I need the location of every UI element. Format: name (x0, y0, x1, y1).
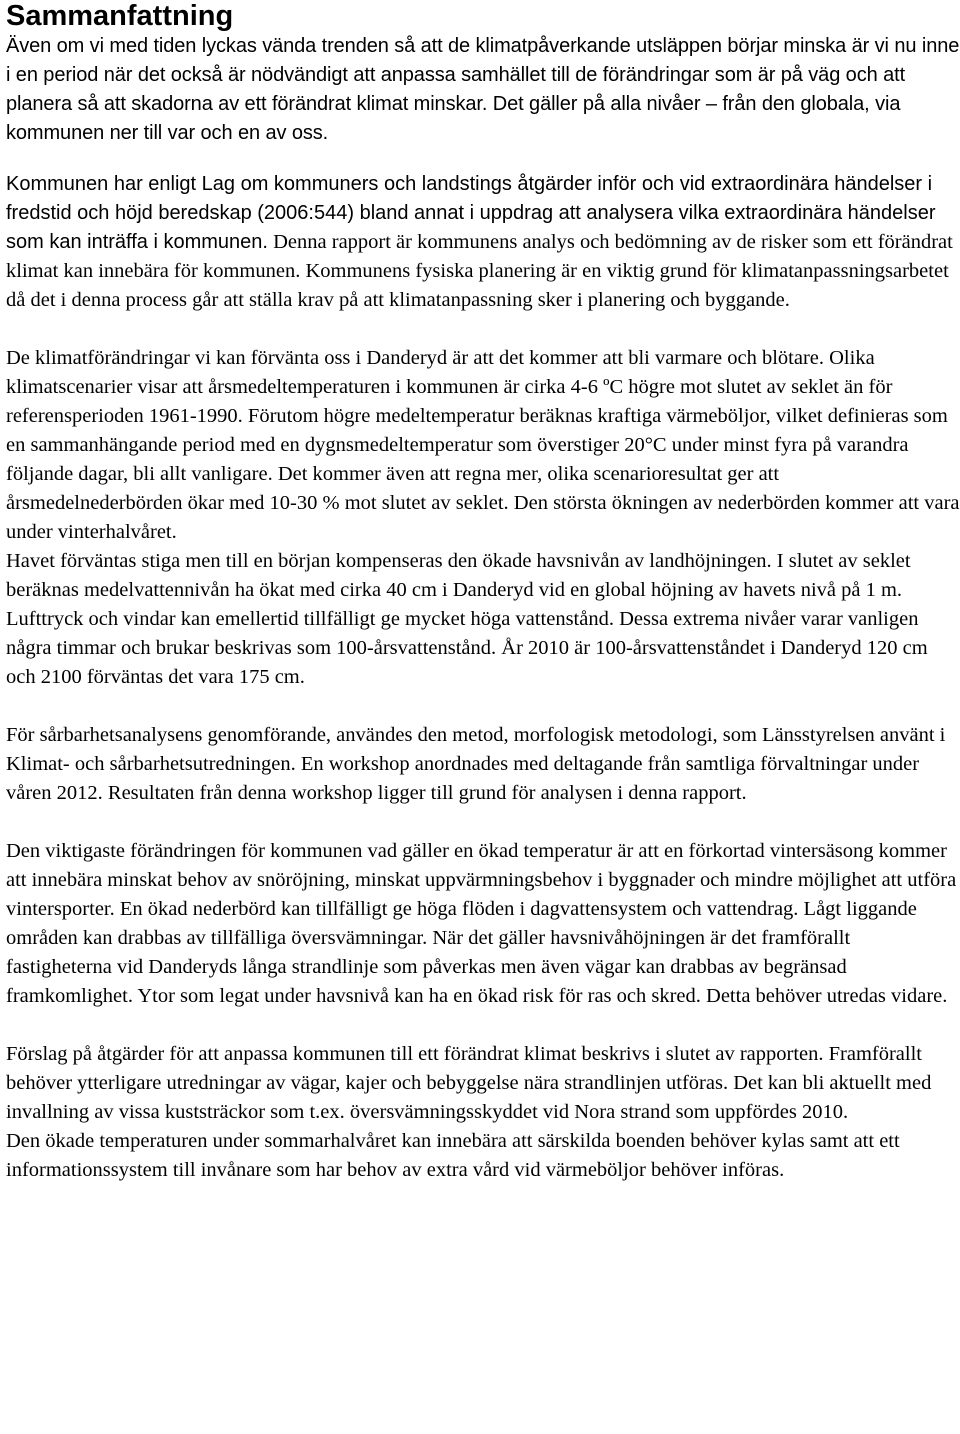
impacts-paragraph: Den viktigaste förändringen för kommunen vad gäller en ökad temperatur är att en förkortad vintersäsong kommer att innebära minskat behov av snöröjning, minskat uppvärmningsbehov i byggnader och mindre möjlighet att utföra vintersporter. En ökad nederbörd kan tillfälligt ge höga flöden i dagvattensystem och vattendrag. Lågt liggande områden kan drabbas av tillfälliga översvämningar. När det gäller havsnivåhöjningen är det framförallt fastigheterna vid Danderyds långa strandlinje som påverkas men även vägar kan drabbas av begränsad framkomlighet. Ytor som legat under havsnivå kan ha en ökad risk för ras och skred. Detta behöver utredas vidare. (6, 840, 957, 1007)
heat-measures-paragraph: Den ökade temperaturen under sommarhalvåret kan innebära att särskilda boenden behöver kylas samt att ett informationssystem till invånare som har behov av extra vård vid värmeböljor behöver införas. (6, 1130, 900, 1181)
legal-basis-lead: Kommunen har enligt Lag om kommuners och landstings åtgärder inför och vid extraordinära händelser i fredstid och höjd beredskap (2006:544) bland annat i uppdrag att analysera vilka extraordinära händelser som kan inträffa i kommunen. (6, 173, 936, 253)
method-paragraph: För sårbarhetsanalysens genomförande, användes den metod, morfologisk metodologi, som Länsstyrelsen använt i Klimat- och sårbarhetsutredningen. En workshop anordnades med deltagande från samtliga förvaltningar under våren 2012. Resultaten från denna workshop ligger till grund för analysen i denna rapport. (6, 724, 946, 804)
climate-change-paragraph: De klimatförändringar vi kan förvänta oss i Danderyd är att det kommer att bli varmare och blötare. Olika klimatscenarier visar att årsmedeltemperaturen i kommunen är cirka 4-6 ºC högre mot slutet av seklet än för referensperioden 1961-1990. Förutom högre medeltemperatur beräknas kraftiga värmeböljor, vilket definieras som en sammanhängande period med en dygnsmedeltemperatur som överstiger 20°C under minst fyra på varandra följande dagar, bli allt vanligare. Det kommer även att regna mer, olika scenarioresultat ger att årsmedelnederbörden ökar med 10-30 % mot slutet av seklet. Den största ökningen av nederbörden kommer att vara under vinterhalvåret. (6, 347, 960, 543)
measures-paragraph: Förslag på åtgärder för att anpassa kommunen till ett förändrat klimat beskrivs i slutet av rapporten. Framförallt behöver ytterligare utredningar av vägar, kajer och bebyggelse nära strandlinjen utföras. Det kan bli aktuellt med invallning av vissa kuststräckor som t.ex. översvämningsskyddet vid Nora strand som uppfördes 2010. (6, 1043, 932, 1123)
legal-basis-paragraph (6, 170, 960, 315)
legal-basis-rest: Denna rapport är kommunens analys och bedömning av de risker som ett förändrat klimat kan innebära för kommunen. Kommunens fysiska planering är en viktig grund för klimatanpassningsarbetet då det i denna process går att ställa krav på att klimatanpassning sker i planering och byggande. (6, 231, 953, 311)
section-heading: Sammanfattning (6, 0, 234, 32)
intro-paragraph: Även om vi med tiden lyckas vända trenden så att de klimatpåverkande utsläppen börjar minska är vi nu inne i en period när det också är nödvändigt att anpassa samhället till de förändringar som är på väg och att planera så att skadorna av ett förändrat klimat minskar. Det gäller på alla nivåer – från den globala, via kommunen ner till var och en av oss. (6, 35, 960, 144)
sea-level-paragraph: Havet förväntas stiga men till en början kompenseras den ökade havsnivån av landhöjningen. I slutet av seklet beräknas medelvattennivån ha ökat med cirka 40 cm i Danderyd vid en global höjning av havets nivå på 1 m. Lufttryck och vindar kan emellertid tillfälligt ge mycket höga vattenstånd. Dessa extrema nivåer varar vanligen några timmar och brukar beskrivas som 100-årsvattenstånd. År 2010 är 100-årsvattenståndet i Danderyd 120 cm och 2100 förväntas det vara 175 cm. (6, 550, 928, 688)
